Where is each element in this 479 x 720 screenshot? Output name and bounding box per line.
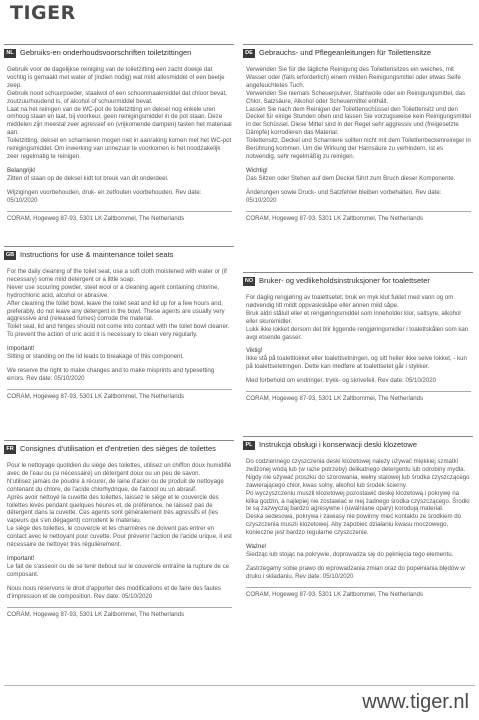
section-title: Gebrauchs- und Pflegeanleitungen für Toilettensitze	[259, 48, 432, 57]
paragraph: Bruk aldri stålull eller et rengjøringsmiddel som inneholder klor, saltsyre, alkohol eller skuremidler.	[246, 309, 461, 325]
section-gb	[4, 246, 234, 400]
warning-label: Wichtig!	[246, 166, 268, 174]
section-header	[4, 246, 234, 263]
language-badge: NL	[4, 49, 16, 58]
rights-text: Zastrzegamy sobie prawo do wprowadzania zmian oraz do popełniania błędów w druku i składaniu. Rev date: 05/10/2020	[246, 564, 465, 580]
language-badge: FR	[4, 445, 16, 454]
language-badge: DE	[243, 49, 255, 58]
section-header	[243, 272, 473, 289]
warning-label: Belangrijk!	[7, 166, 36, 174]
paragraph: Po wyczyszczeniu muszli klozetowej pozostawić deskę klozetową i pokrywę na kilka godzin, a najlepiej nie zostawiać w niej żadnego środka czyszczącego. Środki te są zazwyczaj bardzo agresywne i (uwalniane opary) korodują materiał.	[246, 489, 470, 513]
warning-text: Siedząc lub stojąc na pokrywie, doprowadza się do pęknięcia tego elementu.	[246, 550, 454, 558]
warning-text: Das Sitzen oder Stehen auf dem Deckel führt zum Bruch dieser Komponente.	[246, 174, 456, 182]
language-badge: NO	[244, 278, 254, 284]
section-title: Bruker- og vedlikeholdsinstruksjoner for toalettseter	[259, 276, 430, 285]
address: CORAM, Hogeweg 87-93, 5301 LK Zaltbommel, The Netherlands	[7, 389, 232, 400]
section-header	[4, 440, 234, 457]
paragraph: Never use scouring powder, steel wool or a cleaning agent containing chlorine, hydrochloric acid, alcohol or abrasive.	[7, 283, 220, 299]
brand-logo: TIGER	[10, 2, 76, 24]
warning-text: Le fait de s'asseoir ou de se tenir debout sur le couvercle entraîne la rupture de ce composant.	[7, 562, 230, 578]
rights-text: Wijzigingen voorbehouden, druk- en zetfouten voorbehouden. Rev date: 05/10/2020	[7, 188, 202, 204]
address: CORAM, Hogeweg 87-93, 5301 LK Zaltbommel, The Netherlands	[246, 211, 471, 222]
warning-text: Ikke stå på toalettlokket eller toalettsetningen, og sitt heller ikke selve lokket, - kun på toalettsetetringen. Dette kan medføre at toalettsetet går i stykker.	[246, 355, 467, 371]
paragraph: After cleaning the toilet bowl, leave the toilet seat and lid up for a few hours and, preferably, do not leave any detergent in the bowl. These agents are usually very aggressive and (released fumes) corrode the material.	[7, 299, 225, 323]
section-de	[243, 44, 473, 222]
paragraph: Gebruik nooit schuurpoeder, staalwol of een schoonmaakmiddel dat chloor bevat, zoutzuurhoudend is, of alcohol of schuurmiddel bevat.	[7, 89, 227, 105]
paragraph: Toilet seat, lid and hinges should not come into contact with the toilet bowl cleaner. To prevent the action of uric acid it is necessary to clean very regularly.	[7, 323, 230, 339]
section-header	[243, 44, 473, 61]
paragraph: Do codziennego czyszczenia deski klozetowej należy używać miękkiej szmatki zwilżonej wodą lub (w razie potrzeby) delikatnego detergentu lub odrobiny mydła.	[246, 458, 466, 473]
paragraph: Gebruik voor de dagelijkse reiniging van de toiletzitting een zacht doekje dat vochtig is gemaakt met water of (indien nodig) wat mild allesmiddel of een beetje zeep.	[7, 66, 225, 89]
section-pl	[243, 436, 473, 598]
rights-text: We reserve the right to make changes and to make misprints and typesetting errors. Rev date: 05/10/2020	[7, 366, 215, 382]
rights-text: Änderungen sowie Druck- und Satzfehler bleiben vorbehalten. Rev date: 05/10/2020	[246, 188, 442, 204]
paragraph: Pour le nettoyage quotidien du siège des toilettes, utilisez un chiffon doux humidifié avec de l'eau ou (si nécessaire) un détergent doux ou un peu de savon.	[7, 462, 232, 477]
paragraph: Lassen Sie nach dem Reinigen der Toilettenschüssel den Toilettensitz und den Deckel für einige Stunden oben und lassen Sie vorzugsweise kein Reinigungsmittel in der Schüssel. Diese Mittel sind in der Regel sehr aggressiv und (freigesetzte Dämpfe) korrodieren das Material.	[246, 105, 471, 137]
footer-divider	[4, 685, 475, 686]
paragraph: Toilettensitz, Deckel und Scharniere sollten nicht mit dem Toilettenbeckenreiniger in Berührung kommen. Um die Wirkung der Harnsäure zu verhindern, ist es notwendig, sehr regelmäßig zu reinigen.	[246, 137, 471, 160]
paragraph: Après avoir nettoyé la cuvette des toilettes, laissez le siège et le couvercle des toilettes levés pendant quelques heures et, de préférence, ne laissez pas de détergent dans la cuvette. Ces agents sont généralement très agressifs et (les vapeurs qui s'en dégagent) corrodent le matériau.	[7, 493, 219, 525]
website-url[interactable]: www.tiger.nl	[362, 691, 469, 713]
paragraph: Verwenden Sie für die tägliche Reinigung des Toilettensitzes ein weiches, mit Wasser oder (falls erforderlich) einem milden Reinigungsmittel oder etwas Seife angefeuchtetes Tuch.	[246, 66, 461, 89]
address: CORAM, Hogeweg 87-93, 5301 LK Zaltbommel, The Netherlands	[246, 587, 471, 598]
rights-text: Med forbehold om endringer, trykk- og skrivefeil. Rev date: 05/10/2020	[246, 377, 437, 385]
paragraph: Verwenden Sie niemals Scheuerpulver, Stahlwolle oder ein Reinigungsmittel, das Chlor, Salzsäure, Alkohol oder Scheuermittel enthält.	[246, 89, 466, 105]
warning-label: Important!	[7, 345, 35, 353]
address: CORAM, Hogeweg 87-93, 5301 LK Zaltbommel, The Netherlands	[7, 607, 232, 618]
paragraph: Nigdy nie używać proszku do szorowania, wełny stalowej lub środka czyszczącego zawierającego chlor, kwas solny, alkohol lub środek ścierny.	[246, 473, 470, 489]
warning-label: Ważne!	[246, 543, 267, 551]
paragraph: For the daily cleaning of the toilet seat, use a soft cloth moistened with water or (if necessary) some mild detergent or a little soap.	[7, 268, 227, 283]
address: CORAM, Hogeweg 87-93, 5301 LK Zaltbommel, The Netherlands	[246, 391, 471, 402]
section-no	[243, 272, 473, 402]
section-title: Instrukcja obsługi i konserwacji deski klozetowe	[259, 440, 417, 449]
warning-label: Important!	[7, 554, 35, 562]
section-title: Gebruiks-en onderhoudsvoorschriften toiletzittingen	[20, 48, 192, 57]
language-badge: GB	[5, 252, 15, 258]
warning-text: Zitten of staan op de deksel kidt tot breuk van dit onderdeel.	[7, 174, 169, 182]
warning-label: Viktig!	[246, 347, 263, 355]
paragraph: Laat na het reinigen van de WC-pot de toiletzitting en deksel nog enkele uren omhoog staan en laat, bij voorkeur, geen reinigingsmiddel in de pot staan. Deze middelen zijn meestal zeer agressief en (vrijkomende dampen) tasten het materiaal aan.	[7, 105, 232, 137]
section-title: Consignes d'utilisation et d'entretien des sièges de toilettes	[20, 444, 216, 453]
paragraph: For daglig rengjøring av toalettsetet, bruk en myk klut fuktet med vann og om nødvendig litt mildt oppvaskskåpe eller annen mild såpe.	[246, 294, 454, 309]
paragraph: Le siège des toilettes, le couvercle et les charnières ne doivent pas entrer en contact avec le nettoyant pour cuvette. Pour prévenir l'action de l'acide urique, il est nécessaire de nettoyer très régulièrement.	[7, 525, 232, 549]
warning-text: Sitting or standing on the lid leads to breakage of this component.	[7, 353, 184, 361]
section-nl	[4, 44, 234, 222]
paragraph: Deska sedesowa, pokrywa i zawiasy nie powinny mieć kontaktu ze środkiem do czyszczenia muszli klozetowej. Aby zapobiec działaniu kwasu moczowego, konieczne jest bardzo regularne czyszczenie.	[246, 513, 462, 537]
section-title: Instructions for use & maintenance toilet seats	[20, 250, 174, 259]
address: CORAM, Hogeweg 87-93, 5301 LK Zaltbommel, The Netherlands	[7, 211, 232, 222]
paragraph: Lukk ikke lokket dersom det blir liggende rengjøringsmidler i toalettskålen som kan avgi etsende gasser.	[246, 325, 469, 341]
language-badge: PL	[243, 441, 255, 450]
paragraph: Toiletzitting, deksel en scharnieren mogen niet in aanraking komen met het WC-pot reinigingsmiddel. Om inwerking van urinezuur te voorkomen is het noodzakelijk zeer regelmatig te reinigen.	[7, 137, 232, 160]
rights-text: Nous nous réservons le droit d'apporter des modifications et de faire des fautes d'impression et de composition. Rev date: 05/10/2020	[7, 584, 221, 600]
section-header	[4, 44, 234, 61]
section-fr	[4, 440, 234, 618]
paragraph: N'utilisez jamais de poudre à récurer, de laine d'acier ou de produit de nettoyage contenant du chlore, de l'acide chlorhydrique, de l'alcool ou un abrasif.	[7, 477, 224, 493]
section-header	[243, 436, 473, 453]
